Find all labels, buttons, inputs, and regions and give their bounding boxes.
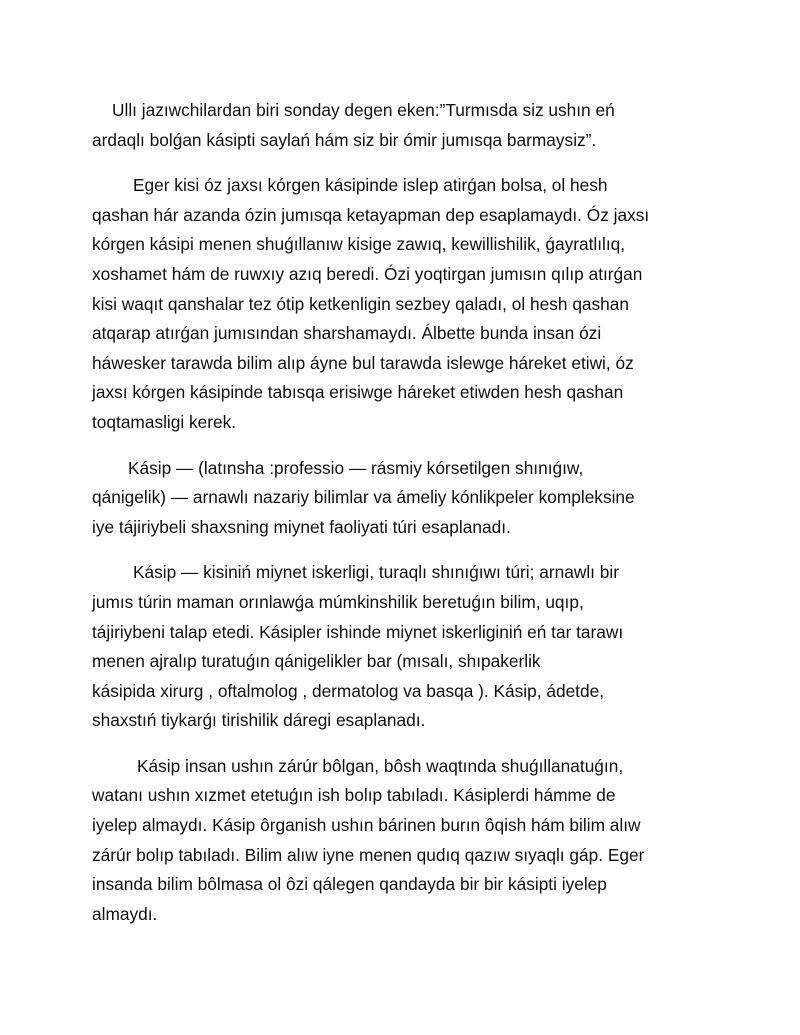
paragraph-5 bbox=[92, 752, 722, 930]
text-line: Ullı jazıwchilardan biri sonday degen eken:”Turmısda siz ushın eń bbox=[112, 100, 615, 120]
text-line: xoshamet hám de ruwxıy azıq beredi. Ózi yoqtirgan jumısın qılıp atırǵan bbox=[92, 263, 643, 284]
document-body bbox=[92, 96, 722, 929]
text-line: zárúr bolıp tabıladı. Bilim alıw iyne menen qudıq qazıw sıyaqlı gáp. Eger bbox=[92, 844, 645, 865]
text-line: tájiriybeni talap etedi. Kásipler ishinde miynet iskerliginiń eń tar tarawı bbox=[92, 621, 624, 642]
text-line: kórgen kásipi menen shuǵıllanıw kisige zawıq, kewillishilik, ǵayratlılıq, bbox=[92, 234, 626, 255]
text-line: almaydı. bbox=[92, 903, 158, 924]
text-line: ardaqlı bolǵan kásipti saylań hám siz bir ómir jumısqa barmaysiz”. bbox=[92, 129, 597, 150]
text-line: qashan hár azanda ózin jumısqa ketayapman dep esaplamaydı. Óz jaxsı bbox=[92, 204, 650, 225]
text-line: iyelep almaydı. Kásip ôrganish ushın bárinen burın ôqish hám bilim alıw bbox=[92, 815, 641, 836]
paragraph-3 bbox=[92, 454, 722, 543]
text-line: insanda bilim bôlmasa ol ôzi qálegen qandayda bir bir kásipti iyelep bbox=[92, 874, 607, 895]
text-line: iye tájiriybeli shaxsning miynet faoliyati túri esaplanadı. bbox=[92, 516, 511, 537]
text-line: toqtamasligi kerek. bbox=[92, 411, 237, 432]
paragraph-4 bbox=[92, 558, 722, 736]
text-line: Kásip — (latınsha :professio — rásmiy kórsetilgen shınıǵıw, bbox=[128, 457, 584, 478]
text-line: kásipida xirurg , oftalmolog , dermatolog va basqa ). Kásip, ádetde, bbox=[92, 680, 604, 701]
text-line: atqarap atırǵan jumısından sharshamaydı. Álbette bunda insan ózi bbox=[92, 323, 602, 344]
text-line: shaxstıń tiykarǵı tirishilik dáregi esaplanadı. bbox=[92, 710, 426, 731]
text-line: watanı ushın xızmet etetuǵın ish bolıp tabıladı. Kásiplerdi hámme de bbox=[92, 785, 616, 806]
paragraph-1 bbox=[92, 96, 722, 155]
text-line: Eger kisi óz jaxsı kórgen kásipinde islep atirǵan bolsa, ol hesh bbox=[133, 175, 608, 196]
text-line: qánigelik) — arnawlı nazariy bilimlar va ámeliy kónlikpeler kompleksine bbox=[92, 487, 635, 508]
text-line: Kásip insan ushın zárúr bôlgan, bôsh waqtında shuǵıllanatuǵın, bbox=[137, 755, 624, 776]
text-line: jumıs túrin maman orınlawǵa múmkinshilik beretuǵın bilim, uqıp, bbox=[92, 591, 584, 612]
text-line: jaxsı kórgen kásipinde tabısqa erisiwge háreket etiwden hesh qashan bbox=[92, 382, 624, 403]
text-line: kisi waqıt qanshalar tez ótip ketkenligin sezbey qaladı, ol hesh qashan bbox=[92, 293, 630, 314]
text-line: háwesker tarawda bilim alıp áyne bul tarawda islewge háreket etiwi, óz bbox=[92, 352, 634, 373]
text-line: Kásip — kisiniń miynet iskerligi, turaqlı shınıǵıwı túri; arnawlı bir bbox=[133, 562, 619, 583]
paragraph-2 bbox=[92, 171, 722, 437]
text-line: menen ajralıp turatuǵın qánigelikler bar (mısalı, shıpakerlik bbox=[92, 651, 541, 672]
